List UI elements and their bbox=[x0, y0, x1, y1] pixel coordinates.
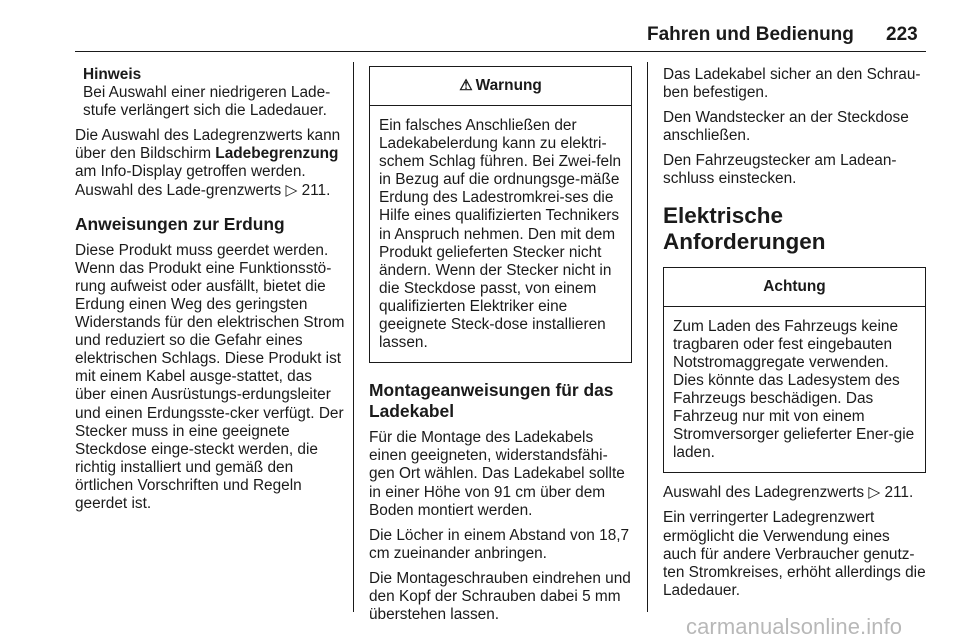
column-1 bbox=[75, 66, 345, 520]
charge-limit-reference bbox=[663, 484, 926, 502]
column-divider-right bbox=[647, 62, 648, 612]
paragraph-text: Auswahl des Ladegrenzwerts bbox=[663, 484, 869, 502]
caution-text: Zum Laden des Fahrzeugs keine tragbaren oder fest eingebauten Notstromaggregate verwenden. Dies könnte das Ladesystem des Fahrzeugs beschädigen. Das Fahrzeug nur mit von einem Stromversorger gelieferter Ener-gie laden. bbox=[673, 317, 915, 462]
header-divider bbox=[75, 51, 926, 52]
warning-triangle-icon: ⚠ bbox=[459, 76, 473, 94]
menu-term: Ladebegrenzung bbox=[215, 145, 339, 163]
page-reference-arrow-icon: ▷ bbox=[285, 181, 298, 199]
mounting-paragraph-1: Für die Montage des Ladekabels einen geeigneten, widerstandsfähi-gen Ort wählen. Das Ladekabel sollte in einer Höhe von 91 cm über dem Boden montiert werden. bbox=[369, 429, 625, 519]
mounting-paragraph-2: Die Löcher in einem Abstand von 18,7 cm zueinander anbringen. bbox=[369, 526, 630, 562]
caution-box bbox=[663, 267, 926, 474]
column3-paragraph-2: Den Wandstecker an der Steckdose anschließen. bbox=[663, 109, 909, 145]
warning-box bbox=[369, 66, 632, 363]
page-number: 223 bbox=[886, 24, 918, 45]
warning-header bbox=[370, 67, 631, 106]
paragraph-text: Die Auswahl des Ladegrenzwerts kann über den Bildschirm bbox=[75, 127, 341, 163]
grounding-heading: Anweisungen zur Erdung bbox=[75, 213, 285, 234]
electrical-requirements-heading: Elektrische Anforderungen bbox=[663, 202, 826, 254]
grounding-paragraph: Diese Produkt muss geerdet werden. Wenn das Produkt eine Funktionsstö-rung aufweist oder ausfällt, bietet die Erdung einen Weg des geringsten Widerstands für den elektrischen Strom und reduziert so die Gefahr eines elektrischen Schlags. Diese Produkt ist mit einem Kabel ausge-stattet, das über einen Ausrüstungs-erdungsleiter und einen Erdungsste-cker verfügt. Der Stecker muss in eine geeignete Steckdose einge-steckt werden, die richtig installiert und gemäß den örtlichen Vorschriften und Regeln geerdet ist. bbox=[75, 241, 345, 512]
warning-text: Ein falsches Anschließen der Ladekabelerdung kann zu elektri-schem Schlag führen. Bei Zwei-feln in Bezug auf die ordnungsge-mäße Erdung des Ladestromkrei-ses die Hilfe eines qualifizierten Technikers in Anspruch nehmen. Den mit dem Produkt gelieferten Stecker nicht ändern. Wenn der Stecker nicht in die Steckdose passt, von einem qualifizierten Elektriker eine geeignete Steck-dose installieren lassen. bbox=[379, 117, 622, 352]
page-header-title: Fahren und Bedienung bbox=[647, 24, 854, 45]
column3-paragraph-3: Den Fahrzeugstecker am Ladean-schluss einstecken. bbox=[663, 152, 897, 188]
caution-title: Achtung bbox=[763, 277, 826, 295]
warning-title: Warnung bbox=[475, 76, 542, 94]
mounting-paragraph-3: Die Montageschrauben eindrehen und den Kopf der Schrauben dabei 5 mm überstehen lassen. bbox=[369, 569, 631, 624]
reduced-limit-paragraph: Ein verringerter Ladegrenzwert ermöglicht die Verwendung eines auch für andere Verbraucher genutz-ten Stromkreises, erhöht allerdings die Ladedauer. bbox=[663, 509, 926, 599]
charge-limit-paragraph bbox=[75, 127, 345, 199]
caution-header bbox=[664, 268, 925, 307]
note-title: Hinweis bbox=[83, 66, 142, 83]
column-2 bbox=[369, 66, 632, 631]
page-reference[interactable]: 211. bbox=[301, 181, 331, 199]
column3-paragraph-1: Das Ladekabel sicher an den Schrau-ben befestigen. bbox=[663, 66, 921, 102]
page-reference-arrow-icon: ▷ bbox=[868, 484, 881, 502]
mounting-heading: Montageanweisungen für das Ladekabel bbox=[369, 380, 614, 422]
paragraph-text: am Info-Display getroffen werden. Auswahl des Lade-grenzwerts bbox=[75, 163, 306, 199]
column-divider-left bbox=[353, 62, 354, 612]
watermark-logo: carmanualsonline.info bbox=[686, 614, 903, 639]
note-text: Bei Auswahl einer niedrigeren Lade-stufe verlängert sich die Ladedauer. bbox=[83, 84, 331, 120]
page-reference[interactable]: 211. bbox=[884, 484, 914, 502]
column-3 bbox=[663, 66, 926, 607]
